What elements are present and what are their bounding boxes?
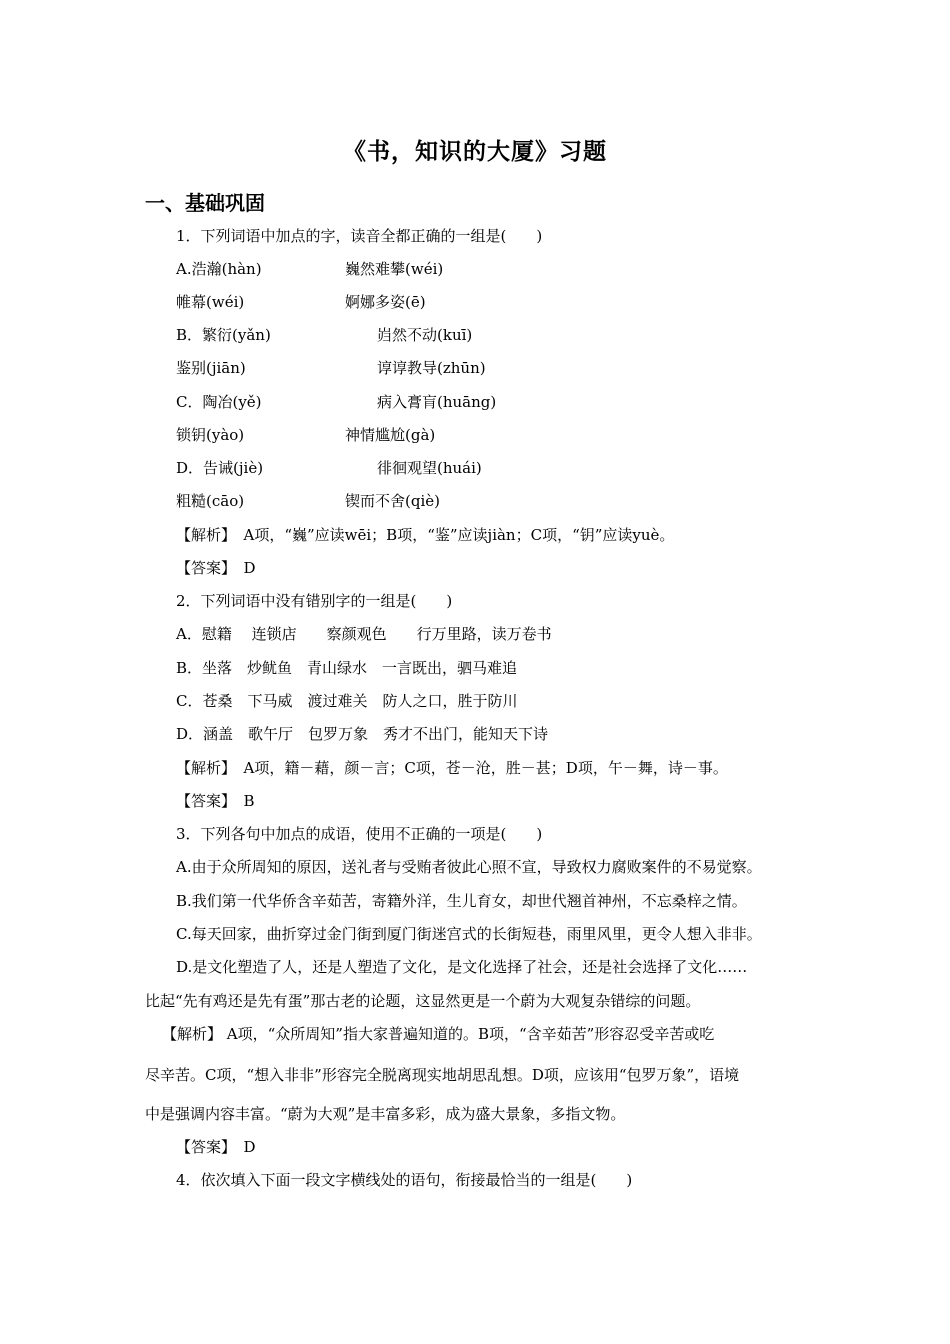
q3-option-c: C.每天回家，曲折穿过金门街到厦门街迷宫式的长街短巷，雨里风里，更令人想入非非。 [176,925,762,943]
q2-analysis: 【解析】 A项，籍－藉，颜－言；C项，苍－沧，胜－甚；D项，午－舞，诗－事。 [176,759,728,777]
q1-option-d2: 徘徊观望(huái) [377,459,482,477]
q1-option-b1: B．繁衍(yǎn) [176,326,271,344]
q3-option-d-line2: 比起“先有鸡还是先有蛋”那古老的论题，这显然更是一个蔚为大观复杂错综的问题。 [145,992,701,1010]
q1-option-a2: 巍然难攀(wéi) [345,260,444,278]
q3-stem: 3．下列各句中加点的成语，使用不正确的一项是( ) [176,825,543,843]
q1-option-d3: 粗糙(cāo) [176,492,245,510]
q3-analysis-line1: 【解析】 A项，“众所周知”指大家普遍知道的。B项，“含辛茹苦”形容忍受辛苦或吃 [162,1025,715,1043]
q1-option-a1: A.浩瀚(hàn) [176,260,262,278]
q1-option-b4: 谆谆教导(zhūn) [377,359,486,377]
document-title: 《书，知识的大厦》习题 [343,139,607,165]
q1-answer: 【答案】 D [176,559,256,577]
q2-option-c: C．苍桑 下马威 渡过难关 防人之口，胜于防川 [176,692,518,710]
q4-stem: 4．依次填入下面一段文字横线处的语句，衔接最恰当的一组是( ) [176,1171,633,1189]
q3-option-d-line1: D.是文化塑造了人，还是人塑造了文化，是文化选择了社会，还是社会选择了文化…… [176,958,748,976]
q2-option-b: B．坐落 炒鱿鱼 青山绿水 一言既出，驷马难追 [176,659,518,677]
q1-option-b3: 鉴别(jiān) [176,359,246,377]
q1-option-b2: 岿然不动(kuī) [377,326,473,344]
q2-stem: 2．下列词语中没有错别字的一组是( ) [176,592,453,610]
q3-answer: 【答案】 D [176,1138,256,1156]
q1-analysis: 【解析】 A项，“巍”应读wēi；B项，“鉴”应读jiàn；C项，“钥”应读yuè。 [176,526,675,544]
q1-option-c4: 神情尴尬(gà) [345,426,436,444]
q1-option-a4: 婀娜多姿(ē) [345,293,426,311]
q1-option-d4: 锲而不舍(qiè) [345,492,440,510]
q3-analysis-line3: 中是强调内容丰富。“蔚为大观”是丰富多彩，成为盛大景象，多指文物。 [145,1105,626,1123]
q1-option-a3: 帷幕(wéi) [176,293,245,311]
q1-option-c3: 锁钥(yào) [176,426,245,444]
section-heading: 一、基础巩固 [145,191,265,215]
q2-option-a: A．慰籍 连锁店 察颜观色 行万里路，读万卷书 [176,625,552,643]
q2-option-d: D．涵盖 歌午厅 包罗万象 秀才不出门，能知天下诗 [176,725,549,743]
q1-stem: 1．下列词语中加点的字，读音全都正确的一组是( ) [176,227,543,245]
q1-option-d1: D．告诫(jiè) [176,459,264,477]
q2-answer: 【答案】 B [176,792,255,810]
q1-option-c1: C．陶冶(yě) [176,393,262,411]
q3-option-b: B.我们第一代华侨含辛茹苦，寄籍外洋，生儿育女，却世代翘首神州，不忘桑梓之情。 [176,892,747,910]
q3-option-a: A.由于众所周知的原因，送礼者与受贿者彼此心照不宣，导致权力腐败案件的不易觉察。 [176,858,762,876]
q3-analysis-line2: 尽辛苦。C项，“想入非非”形容完全脱离现实地胡思乱想。D项，应该用“包罗万象”，语境 [145,1066,740,1084]
q1-option-c2: 病入膏肓(huāng) [377,393,497,411]
